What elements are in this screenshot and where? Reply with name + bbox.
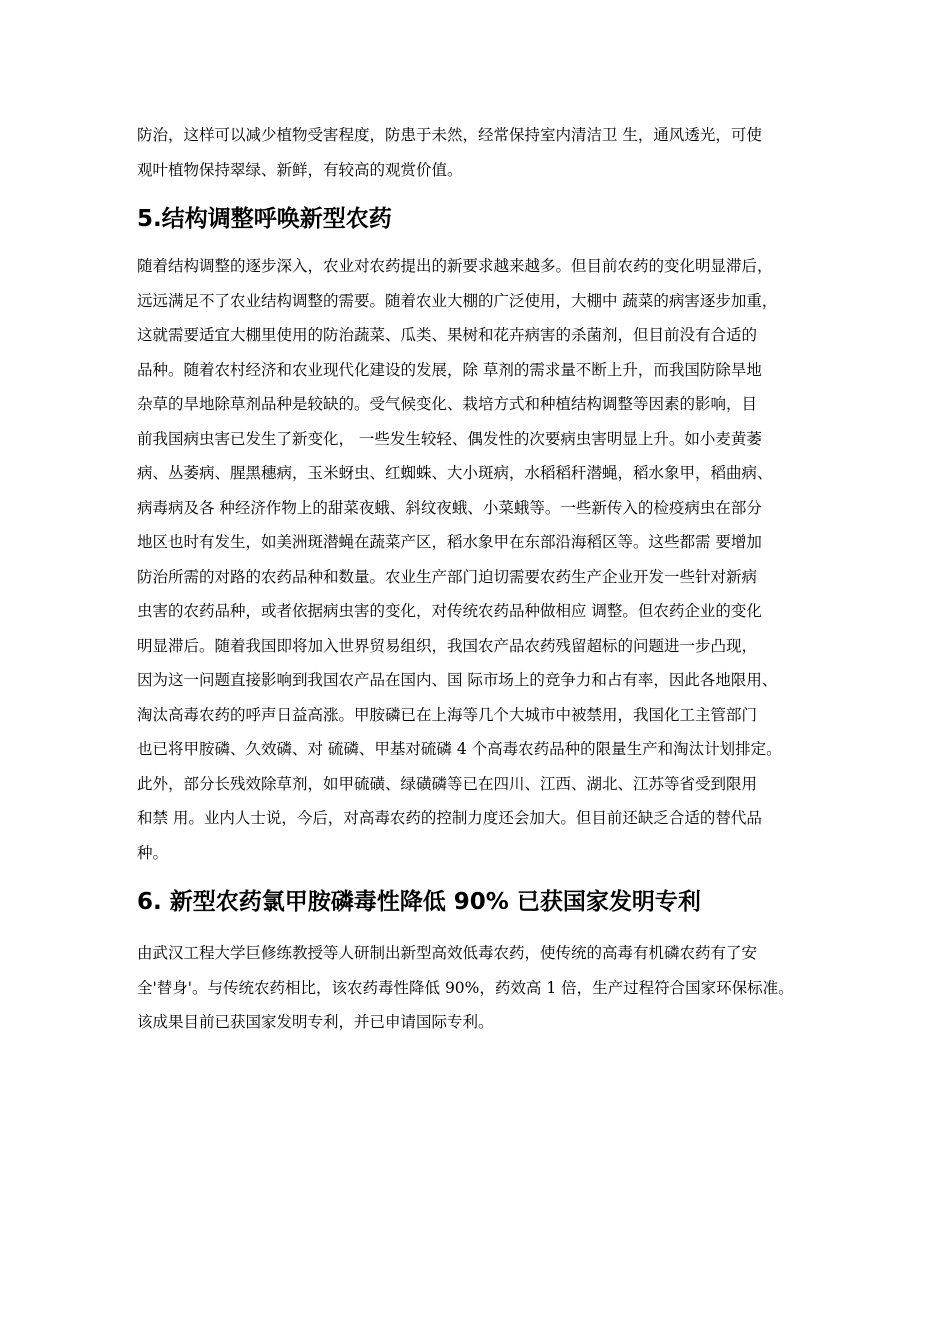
section-6-heading: 6. 新型农药氯甲胺磷毒性降低 90% 已获国家发明专利 xyxy=(137,889,701,915)
text-line: 明显滞后。随着我国即将加入世界贸易组织，我国农产品农药残留超标的问题进一步凸现， xyxy=(137,636,758,655)
text-line: 防治所需的对路的农药品种和数量。农业生产部门迫切需要农药生产企业开发一些针对新病 xyxy=(137,567,758,586)
text-line: 淘汰高毒农药的呼声日益高涨。甲胺磷已在上海等几个大城市中被禁用，我国化工主管部门 xyxy=(137,705,758,724)
intro-paragraph xyxy=(137,118,827,187)
text-line: 因为这一问题直接影响到我国农产品在国内、国 际市场上的竞争力和占有率，因此各地限用、 xyxy=(137,671,778,689)
text-line: 前我国病虫害已发生了新变化， 一些发生较轻、偶发性的次要病虫害明显上升。如小麦黄萎 xyxy=(137,429,762,448)
text-line: 该成果目前已获国家发明专利，并已申请国际专利。 xyxy=(137,1013,494,1031)
text-line: 此外，部分长残效除草剂，如甲硫磺、绿磺磷等已在四川、江西、湖北、江苏等省受到限用 xyxy=(137,774,758,793)
section-5-heading: 5.结构调整呼唤新型农药 xyxy=(137,206,392,232)
text-line: 远远满足不了农业结构调整的需要。随着农业大棚的广泛使用，大棚中 蔬菜的病害逐步加重， xyxy=(137,291,778,310)
section-6-paragraph xyxy=(137,936,827,1040)
text-line: 全'替身'。与传统农药相比，该农药毒性降低 90%，药效高 1 倍，生产过程符合国家环保标准。 xyxy=(137,978,794,997)
section-5-paragraph xyxy=(137,249,827,870)
document-body xyxy=(137,118,827,1040)
text-line: 也已将甲胺磷、久效磷、对 硫磷、甲基对硫磷 4 个高毒农药品种的限量生产和淘汰计划排定。 xyxy=(137,740,782,758)
text-line: 这就需要适宜大棚里使用的防治蔬菜、瓜类、果树和花卉病害的杀菌剂，但目前没有合适的 xyxy=(137,326,758,344)
text-line: 品种。随着农村经济和农业现代化建设的发展，除 草剂的需求量不断上升，而我国防除旱地 xyxy=(137,360,762,379)
text-line: 杂草的旱地除草剂品种是较缺的。受气候变化、栽培方式和种植结构调整等因素的影响，目 xyxy=(137,395,758,413)
text-line: 由武汉工程大学巨修练教授等人研制出新型高效低毒农药，使传统的高毒有机磷农药有了安 xyxy=(137,944,758,962)
text-line: 病、丛萎病、腥黑穗病，玉米蚜虫、红蜘蛛、大小斑病，水稻稻秆潜蝇，稻水象甲，稻曲病、 xyxy=(137,464,773,482)
text-line: 和禁 用。业内人士说，今后，对高毒农药的控制力度还会加大。但目前还缺乏合适的替代品 xyxy=(137,809,762,827)
text-line: 地区也时有发生，如美洲斑潜蝇在蔬菜产区，稻水象甲在东部沿海稻区等。这些都需 要增加 xyxy=(137,533,762,551)
text-line: 防治，这样可以减少植物受害程度，防患于未然，经常保持室内清洁卫 生，通风透光，可使 xyxy=(137,126,762,144)
text-line: 随着结构调整的逐步深入，农业对农药提出的新要求越来越多。但目前农药的变化明显滞后， xyxy=(137,257,773,275)
text-line: 病毒病及各 种经济作物上的甜菜夜蛾、斜纹夜蛾、小菜蛾等。一些新传入的检疫病虫在部分 xyxy=(137,498,762,517)
text-line: 种。 xyxy=(137,843,169,862)
text-line: 虫害的农药品种，或者依据病虫害的变化，对传统农药品种做相应 调整。但农药企业的变化 xyxy=(137,602,762,620)
text-line: 观叶植物保持翠绿、新鲜，有较高的观赏价值。 xyxy=(137,160,463,179)
